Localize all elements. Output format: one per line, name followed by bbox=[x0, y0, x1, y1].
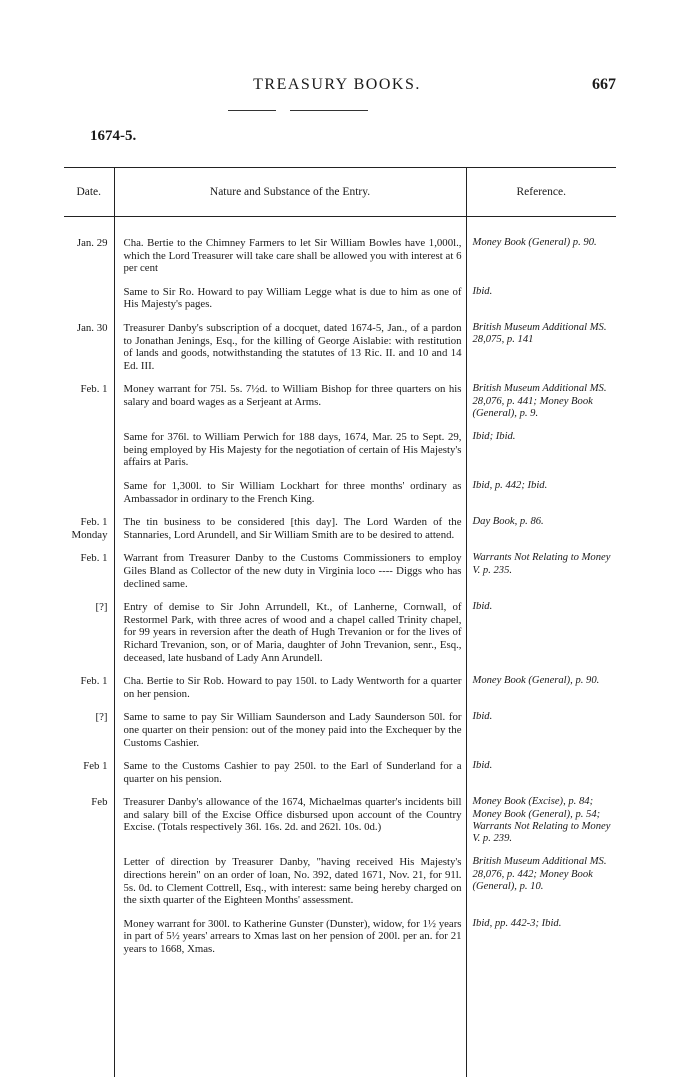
page-number: 667 bbox=[592, 76, 616, 93]
entry-date: [?] bbox=[95, 601, 108, 614]
entry-date-cell bbox=[64, 322, 114, 383]
entry-date-cell bbox=[64, 675, 114, 711]
entry-reference: Ibid, p. 442; Ibid. bbox=[466, 480, 616, 516]
year-heading: 1674-5. bbox=[90, 128, 137, 144]
table-end-row bbox=[64, 967, 616, 1077]
entry-text: Money warrant for 75l. 5s. 7½d. to William Bishop for three quarters on his salary and board wages as a Serjeant at Arms. bbox=[123, 383, 462, 408]
table-row bbox=[64, 760, 616, 796]
entry-reference: Day Book, p. 86. bbox=[466, 516, 616, 552]
entry-date: [?] bbox=[95, 711, 108, 724]
entry-text: Same to the Customs Cashier to pay 250l. to the Earl of Sunderland for a quarter on his pension. bbox=[123, 760, 462, 785]
table-row bbox=[64, 552, 616, 601]
table-row bbox=[64, 711, 616, 760]
entry-reference: Ibid; Ibid. bbox=[466, 431, 616, 480]
entry-text: Same to same to pay Sir William Saunderson and Lady Saunderson 50l. for one quarter on their pension: out of the money paid into the Exchequer by the Customs Cashier. bbox=[123, 711, 462, 749]
entry-reference: British Museum Additional MS. 28,075, p. 141 bbox=[466, 322, 616, 383]
entry-column-header: Nature and Substance of the Entry. bbox=[114, 168, 466, 217]
entry-text: Warrant from Treasurer Danby to the Customs Commissioners to employ Giles Bland as Collector of the new duty in Virginia loco ---- Diggs who has declined same. bbox=[123, 552, 462, 590]
table-row bbox=[64, 286, 616, 322]
date-column-header: Date. bbox=[64, 168, 114, 217]
entry-date-cell bbox=[64, 601, 114, 675]
entry-text: Treasurer Danby's allowance of the 1674, Michaelmas quarter's incidents bill and salary bill of the Excise Office disbursed upon account of the Country Excise. (Totals respectively 36l. 16s. 2d. and 262l. 10s. 0d.) bbox=[123, 796, 462, 834]
running-title: TREASURY BOOKS. bbox=[253, 76, 421, 93]
entry-date: Jan. 29 bbox=[76, 237, 108, 249]
entry-reference: Warrants Not Relating to Money V. p. 235. bbox=[466, 552, 616, 601]
entry-reference: British Museum Additional MS. 28,076, p. 441; Money Book (General), p. 9. bbox=[466, 383, 616, 431]
entries-table bbox=[64, 167, 616, 1077]
entry-date-cell bbox=[64, 480, 114, 516]
entry-reference: Ibid. bbox=[466, 286, 616, 322]
entry-reference: Money Book (General), p. 90. bbox=[466, 675, 616, 711]
entry-date: Feb. 1 bbox=[80, 383, 108, 396]
entry-date-cell bbox=[64, 383, 114, 431]
entry-date: Feb bbox=[91, 796, 108, 809]
table-body bbox=[64, 217, 616, 1077]
head-rule bbox=[228, 110, 276, 111]
entry-text: Same for 1,300l. to Sir William Lockhart for three months' ordinary as Ambassador in ordinary to the French King. bbox=[123, 480, 462, 505]
entry-date-cell bbox=[64, 760, 114, 796]
entry-date: Feb 1 bbox=[83, 760, 108, 773]
table-row bbox=[64, 237, 616, 286]
entry-date-cell bbox=[64, 286, 114, 322]
table-row bbox=[64, 675, 616, 711]
entry-date-cell bbox=[64, 516, 114, 552]
entry-date: Jan. 30 bbox=[76, 321, 108, 334]
table-row bbox=[64, 431, 616, 480]
table-row bbox=[64, 601, 616, 675]
entry-date-cell bbox=[64, 711, 114, 760]
reference-column-header: Reference. bbox=[466, 168, 616, 217]
entry-text: Same for 376l. to William Perwich for 188 days, 1674, Mar. 25 to Sept. 29, being employed by His Majesty for the negotiation of certain of His Majesty's affairs at Paris. bbox=[123, 431, 462, 469]
entry-reference: Ibid, pp. 442-3; Ibid. bbox=[466, 918, 616, 967]
entry-reference: Money Book (General) p. 90. bbox=[466, 237, 616, 286]
entry-text: Money warrant for 300l. to Katherine Gunster (Dunster), widow, for 1½ years in part of 5½ years' arrears to Xmas last on her pension of 200l. per an. for 21 years to 1668, Xmas. bbox=[123, 917, 462, 956]
entry-text: Same to Sir Ro. Howard to pay William Legge what is due to him as one of His Majesty's pages. bbox=[123, 285, 462, 311]
entry-date: Feb. 1 bbox=[80, 516, 108, 529]
entry-date-cell bbox=[64, 431, 114, 480]
entry-text: Treasurer Danby's subscription of a docquet, dated 1674-5, Jan., of a pardon to Jonathan Jenings, Esq., for the killing of George Aislabie: with restitution of lands and goods, notwithstanding the statutes of 13 Ric. II. and 10 and 14 Ed. III. bbox=[123, 321, 462, 372]
running-head bbox=[0, 76, 674, 98]
table-row bbox=[64, 918, 616, 967]
table-row bbox=[64, 383, 616, 431]
entry-reference: Ibid. bbox=[466, 601, 616, 675]
entry-text: Cha. Bertie to Sir Rob. Howard to pay 150l. to Lady Wentworth for a quarter on her pension. bbox=[123, 675, 462, 700]
entry-date: Feb. 1 bbox=[80, 675, 108, 688]
table-row bbox=[64, 796, 616, 856]
entry-text: The tin business to be considered [this day]. The Lord Warden of the Stannaries, Lord Arundell, and Sir William Smith are to be desired to attend. bbox=[123, 516, 462, 541]
entry-reference: British Museum Additional MS. 28,076, p. 442; Money Book (General), p. 10. bbox=[466, 856, 616, 917]
table-header-row bbox=[64, 168, 616, 217]
entry-reference: Ibid. bbox=[466, 711, 616, 760]
entry-date-cell bbox=[64, 796, 114, 856]
table-spacer bbox=[64, 217, 616, 238]
entry-date-cell bbox=[64, 237, 114, 286]
entry-reference: Money Book (Excise), p. 84; Money Book (General), p. 54; Warrants Not Relating to Money V. p. 239. bbox=[466, 796, 616, 856]
entry-date: Feb. 1 bbox=[80, 552, 108, 565]
entry-text: Entry of demise to Sir John Arrundell, Kt., of Lanherne, Cornwall, of Restormel Park, with three acres of wood and a chapel called Trinity chapel, for 99 years in reversion after the death of Hugh Trevanion or for the lives of Richard Trevanion, son, or of Maria, daughter of John Trevanion, senr., Esq., deceased, late husband of Lady Ann Arundell. bbox=[123, 601, 462, 664]
table-row bbox=[64, 856, 616, 917]
entries-table-wrap bbox=[64, 167, 616, 1077]
entry-text: Letter of direction by Treasurer Danby, "having received His Majesty's directions herein" on an order of loan, No. 392, dated 1671, Nov. 21, for 91l. 5s. 0d. to Clement Cottrell, Esq., with interest: same being hereby charged on the sixth quarter of the Eighteen Months' assessment. bbox=[123, 856, 462, 907]
entry-date-cell bbox=[64, 856, 114, 917]
entry-reference: Ibid. bbox=[466, 760, 616, 796]
table-row bbox=[64, 516, 616, 552]
table-row bbox=[64, 322, 616, 383]
entry-text: Cha. Bertie to the Chimney Farmers to let Sir William Bowles have 1,000l., which the Lord Treasurer will take care shall be allowed you with interest at 6 per cent bbox=[123, 237, 462, 275]
entry-date-cell bbox=[64, 918, 114, 967]
head-rule bbox=[290, 110, 368, 111]
table-row bbox=[64, 480, 616, 516]
entry-date-cell bbox=[64, 552, 114, 601]
entry-date-weekday: Monday bbox=[71, 528, 108, 541]
